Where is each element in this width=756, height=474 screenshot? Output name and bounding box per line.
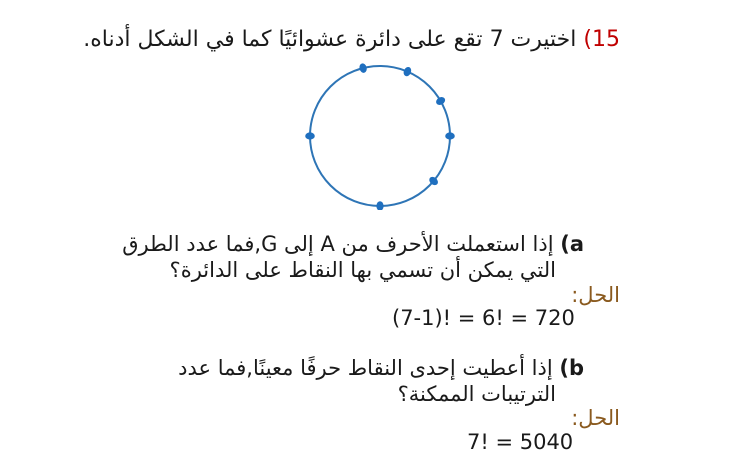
part-b-question-line2: الترتيبات الممكنة؟ [397,382,556,406]
part-a-solution-label: الحل: [571,283,620,307]
circle-with-points-figure [300,62,460,210]
part-a-question-line2: التي يمكن أن تسمي بها النقاط على الدائرة؟ [169,258,556,282]
problem-text: اختيرت 7 تقع على دائرة عشوائيًا كما في الشكل أدناه. [83,27,577,52]
part-b-line1 [178,355,584,381]
circle-point-5 [445,132,455,139]
part-a-line1 [122,231,584,257]
part-b-label: b) [559,356,584,380]
part-b-solution-label: الحل: [571,406,620,430]
part-b-answer: 7! = 5040 [467,430,574,454]
part-a-question-line1: إذا استعملت الأحرف من A إلى G,فما عدد الطرق [122,232,554,256]
circle-point-3 [435,95,447,106]
points-group [305,63,455,210]
part-a-label: a) [560,232,584,256]
circle-point-7 [376,201,383,210]
circle-point-1 [358,63,367,74]
problem-number: 15) [583,27,620,52]
circle-point-4 [305,132,315,139]
part-a-answer: (7-1)! = 6! = 720 [392,306,575,330]
part-b-question-line1: إذا أعطيت إحدى النقاط حرفًا معينًا,فما عدد [178,356,553,380]
problem-heading [83,27,620,53]
circle [310,66,450,206]
circle-point-2 [402,66,412,78]
